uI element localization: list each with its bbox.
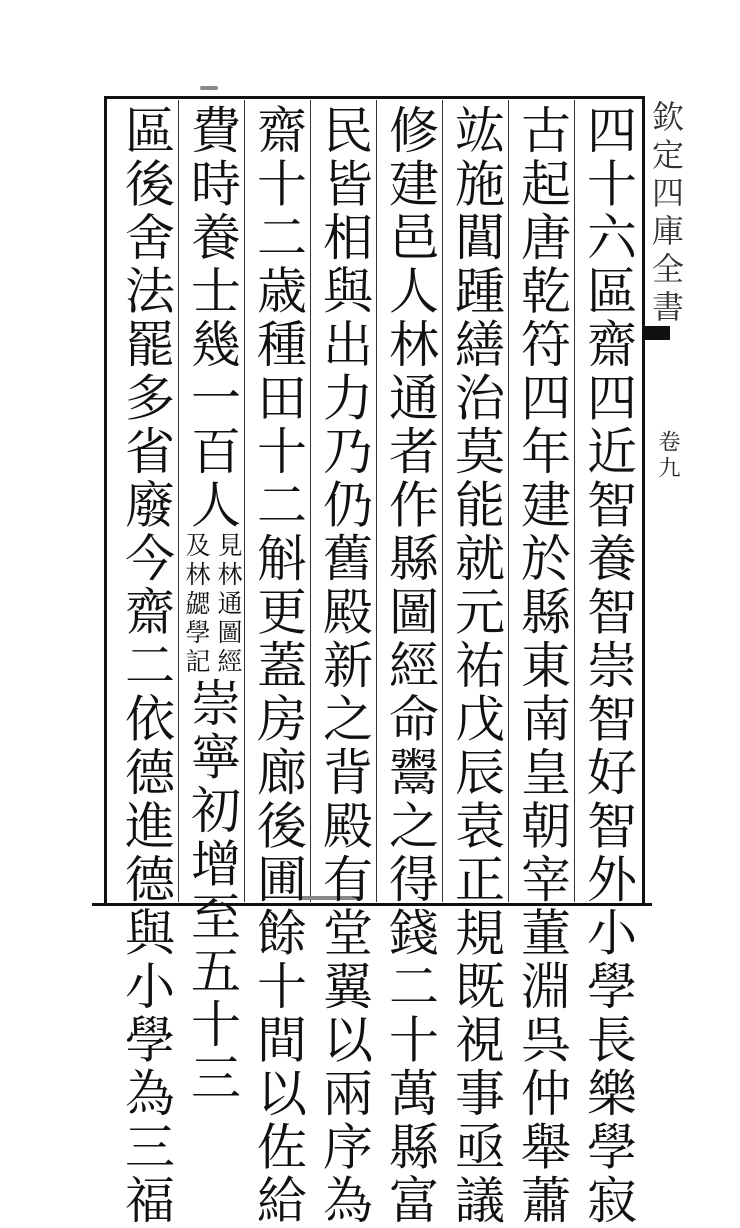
column-text-after-note: 崇寧初增至五十三 xyxy=(183,677,241,1105)
column-rule xyxy=(178,100,179,902)
column-text: 竑施閶踵繕治莫能就元祐戊辰袁正規既視事亟議 xyxy=(447,104,505,1228)
text-column-2 xyxy=(510,104,574,1228)
frame-left-border xyxy=(104,96,107,904)
text-column-5 xyxy=(312,104,376,1228)
text-column-7 xyxy=(180,104,244,1105)
margin-book-title: 欽定四庫全書 xyxy=(647,100,685,328)
column-text: 民皆相與出力乃仍舊殿新之背殿有堂翼以兩序為 xyxy=(315,104,373,1228)
margin-volume-number: 卷九 xyxy=(655,430,680,482)
column-text: 修建邑人林通者作縣圖經命鬻之得錢二十萬縣富 xyxy=(381,104,439,1228)
text-column-4 xyxy=(378,104,442,1228)
text-column-3 xyxy=(444,104,508,1228)
column-rule xyxy=(310,100,311,902)
column-rule xyxy=(508,100,509,902)
column-rule xyxy=(244,100,245,902)
interlinear-note xyxy=(181,532,243,677)
text-column-1 xyxy=(576,104,640,1228)
column-rule xyxy=(442,100,443,902)
text-column-8 xyxy=(114,104,178,1228)
ink-speck xyxy=(200,86,218,90)
column-rule xyxy=(376,100,377,902)
frame-right-border xyxy=(642,96,645,904)
note-line-left: 及林勰學記 xyxy=(182,532,211,677)
margin-fishtail-mark xyxy=(642,326,670,340)
column-text: 區後舍法罷多省廢今齋二依德進德與小學為三福 xyxy=(117,104,175,1228)
column-text: 四十六區齋四近智養智崇智好智外小學長樂學寂 xyxy=(579,104,637,1228)
column-text-before-note: 費時養士幾一百人 xyxy=(183,104,241,532)
frame-top-border xyxy=(104,96,644,99)
column-rule xyxy=(574,100,575,902)
text-column-6 xyxy=(246,104,310,1228)
note-line-right: 見林通圖經 xyxy=(214,532,243,677)
column-text: 齋十二歳種田十二斛更蓋房廊後圃餘十間以佐給 xyxy=(249,104,307,1228)
column-text: 古起唐乾符四年建於縣東南皇朝宰董淵呉仲舉蕭 xyxy=(513,104,571,1228)
